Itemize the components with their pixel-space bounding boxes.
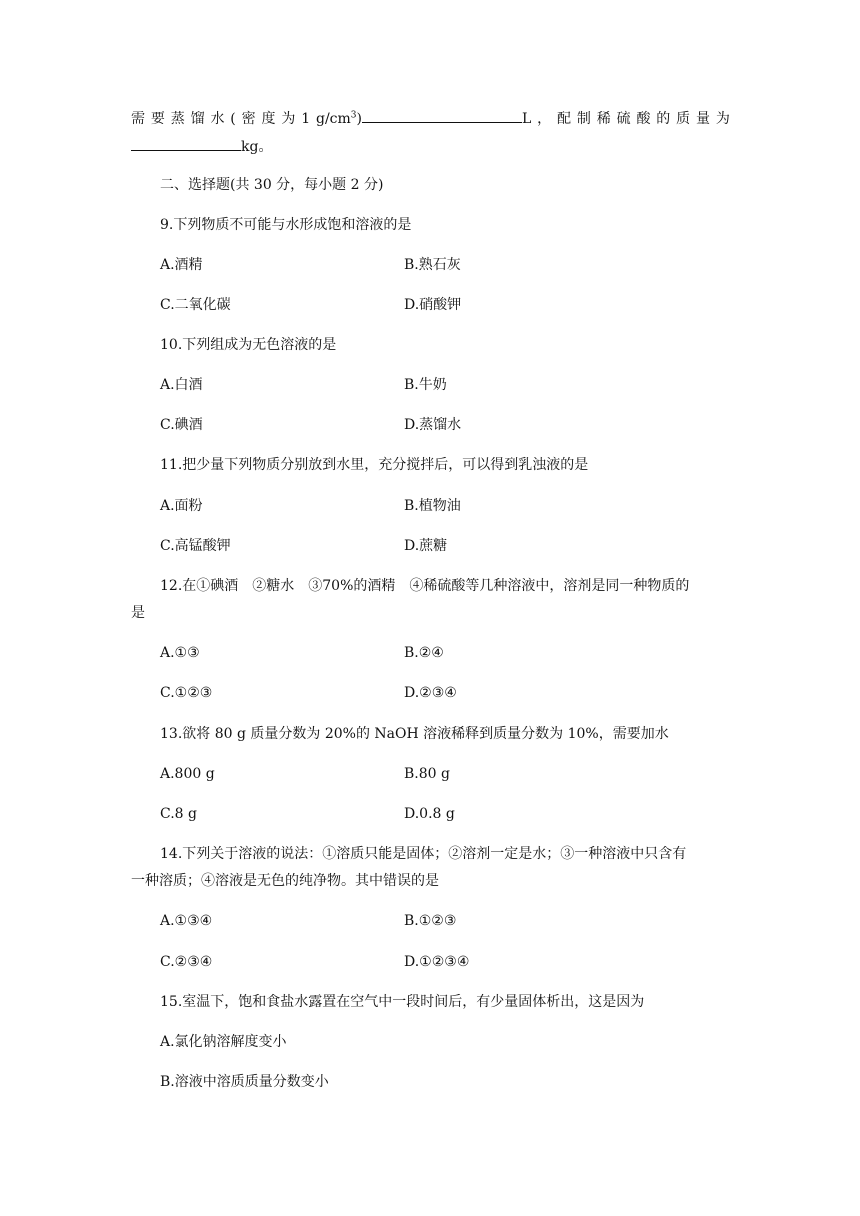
option-14c[interactable]: C.②③④ (160, 954, 213, 970)
text-char: 馏 (190, 111, 205, 127)
option-10b[interactable]: B.牛奶 (404, 377, 447, 393)
option-11a[interactable]: A.面粉 (160, 498, 203, 514)
density-unit (316, 108, 531, 128)
text-char: 为 (281, 111, 296, 127)
unit-kg: kg。 (241, 139, 273, 155)
option-14a[interactable]: A.①③④ (160, 913, 213, 929)
section-title: 二、选择题(共 30 分，每小题 2 分) (160, 177, 384, 193)
option-11d[interactable]: D.蔗糖 (404, 538, 448, 554)
option-12a[interactable]: A.①③ (160, 645, 200, 661)
text-char: ( (230, 111, 236, 127)
text-char: 1 (301, 111, 311, 127)
unit-l: L (521, 111, 532, 127)
text-char: 制 (576, 111, 591, 127)
option-14d[interactable]: D.①②③④ (404, 954, 470, 970)
option-9d[interactable]: D.硝酸钾 (404, 297, 462, 313)
option-13c[interactable]: C.8 g (160, 806, 197, 822)
option-10c[interactable]: C.碘酒 (160, 417, 203, 433)
question-stem-12: 12.在①碘酒 ②糖水 ③70%的酒精 ④稀硫酸等几种溶液中，溶剂是同一种物质的 (160, 578, 690, 594)
text-char: 需 (131, 111, 145, 127)
text-char: 要 (150, 111, 165, 127)
question-stem-14: 14.下列关于溶液的说法：①溶质只能是固体；②溶剂一定是水；③一种溶液中只含有 (160, 846, 687, 862)
text-char: 的 (656, 111, 671, 127)
option-12d[interactable]: D.②③④ (404, 685, 457, 701)
close-paren: ) (356, 111, 362, 127)
text-char: 硫 (616, 111, 631, 127)
text-char: 量 (696, 111, 711, 127)
option-15b[interactable]: B.溶液中溶质质量分数变小 (160, 1074, 329, 1090)
text-char: 水 (210, 111, 225, 127)
answer-blank-water-volume[interactable] (362, 108, 522, 123)
option-15a[interactable]: A.氯化钠溶解度变小 (160, 1034, 287, 1050)
fill-in-line-2 (131, 136, 272, 156)
text-comma: ， (537, 111, 552, 127)
option-10d[interactable]: D.蒸馏水 (404, 417, 462, 433)
text-char: 酸 (636, 111, 651, 127)
option-9a[interactable]: A.酒精 (160, 257, 203, 273)
option-13b[interactable]: B.80 g (404, 766, 450, 782)
text-char: 质 (676, 111, 691, 127)
option-9b[interactable]: B.熟石灰 (404, 257, 461, 273)
text-char: 度 (261, 111, 276, 127)
text-char: 蒸 (170, 111, 185, 127)
option-11b[interactable]: B.植物油 (404, 498, 461, 514)
question-stem-10: 10.下列组成为无色溶液的是 (160, 337, 337, 353)
text-char: 为 (715, 111, 730, 127)
option-13d[interactable]: D.0.8 g (404, 806, 455, 822)
question-stem-11: 11.把少量下列物质分别放到水里，充分搅拌后，可以得到乳浊液的是 (160, 457, 589, 473)
question-stem-12-cont: 是 (131, 605, 145, 621)
option-9c[interactable]: C.二氧化碳 (160, 297, 231, 313)
question-stem-15: 15.室温下，饱和食盐水露置在空气中一段时间后，有少量固体析出，这是因为 (160, 994, 645, 1010)
fill-in-line-1 (131, 108, 730, 128)
unit-text: g/cm (315, 111, 351, 127)
option-11c[interactable]: C.高锰酸钾 (160, 538, 231, 554)
text-char: 稀 (596, 111, 611, 127)
option-12c[interactable]: C.①②③ (160, 685, 213, 701)
question-stem-13: 13.欲将 80 g 质量分数为 20%的 NaOH 溶液稀释到质量分数为 10%，需要加水 (160, 726, 669, 742)
answer-blank-acid-mass[interactable] (131, 136, 241, 151)
option-14b[interactable]: B.①②③ (404, 913, 457, 929)
option-10a[interactable]: A.白酒 (160, 377, 203, 393)
question-stem-9: 9.下列物质不可能与水形成饱和溶液的是 (160, 217, 412, 233)
option-12b[interactable]: B.②④ (404, 645, 444, 661)
text-char: 密 (241, 111, 256, 127)
question-stem-14-cont: 一种溶质；④溶液是无色的纯净物。其中错误的是 (131, 873, 439, 889)
text-char: 配 (557, 111, 571, 127)
option-13a[interactable]: A.800 g (160, 766, 215, 782)
unit-superscript: 3 (350, 110, 357, 121)
